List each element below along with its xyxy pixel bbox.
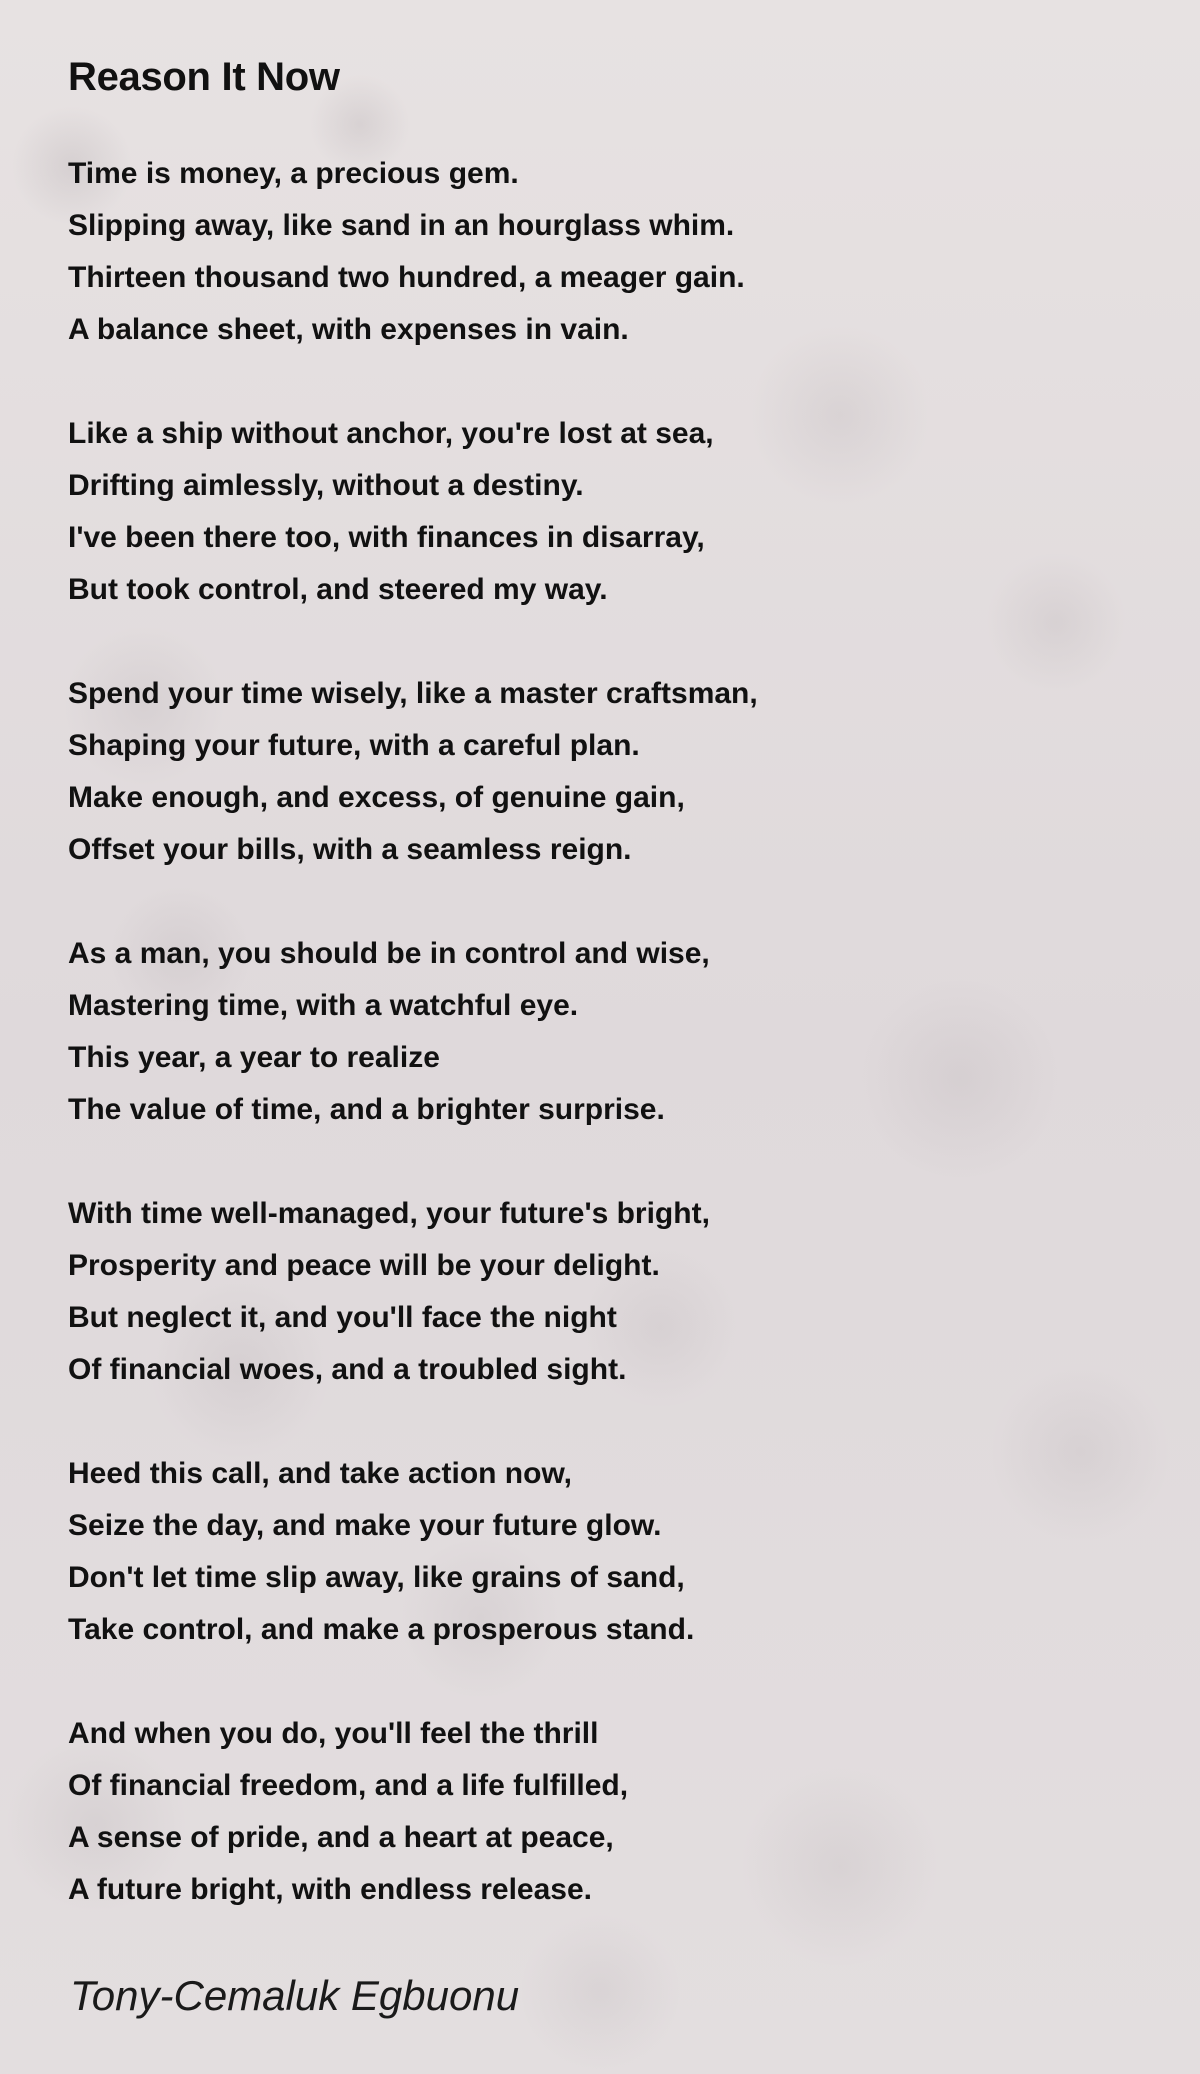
poem-line: But neglect it, and you'll face the night xyxy=(68,1301,617,1334)
poem-line: With time well-managed, your future's bright, xyxy=(68,1197,710,1230)
poem-author: Tony-Cemaluk Egbuonu xyxy=(70,1972,520,2019)
poem-line: A balance sheet, with expenses in vain. xyxy=(68,313,629,346)
poem-container xyxy=(68,52,1128,1968)
poem-line: Make enough, and excess, of genuine gain, xyxy=(68,781,685,814)
stanza xyxy=(68,668,1128,876)
stanza xyxy=(68,408,1128,616)
poem-line: Take control, and make a prosperous stand. xyxy=(68,1613,695,1646)
poem-line: A sense of pride, and a heart at peace, xyxy=(68,1821,614,1854)
stanza xyxy=(68,928,1128,1136)
poem-line: Seize the day, and make your future glow. xyxy=(68,1509,662,1542)
poem-line: Mastering time, with a watchful eye. xyxy=(68,989,579,1022)
poem-line: Like a ship without anchor, you're lost at sea, xyxy=(68,417,714,450)
poem-line: I've been there too, with finances in disarray, xyxy=(68,521,705,554)
stanza xyxy=(68,1188,1128,1396)
poem-line: Drifting aimlessly, without a destiny. xyxy=(68,469,584,502)
poem-line: Prosperity and peace will be your delight. xyxy=(68,1249,660,1282)
poem-line: Offset your bills, with a seamless reign. xyxy=(68,833,632,866)
poem-line: Of financial freedom, and a life fulfilled, xyxy=(68,1769,629,1802)
poem-line: Shaping your future, with a careful plan. xyxy=(68,729,640,762)
poem-line: Thirteen thousand two hundred, a meager gain. xyxy=(68,261,745,294)
poem-title: Reason It Now xyxy=(68,55,340,99)
poem-line: Time is money, a precious gem. xyxy=(68,157,519,190)
poem-line: But took control, and steered my way. xyxy=(68,573,608,606)
poem-line: As a man, you should be in control and wise, xyxy=(68,937,710,970)
poem-line: The value of time, and a brighter surprise. xyxy=(68,1093,665,1126)
poem-line: Heed this call, and take action now, xyxy=(68,1457,573,1490)
poem-line: Spend your time wisely, like a master craftsman, xyxy=(68,677,758,710)
poem-line: And when you do, you'll feel the thrill xyxy=(68,1717,599,1750)
poem-line: Don't let time slip away, like grains of sand, xyxy=(68,1561,685,1594)
poem-body xyxy=(68,148,1128,1916)
stanza xyxy=(68,148,1128,356)
stanza xyxy=(68,1708,1128,1916)
poem-line: Of financial woes, and a troubled sight. xyxy=(68,1353,627,1386)
poem-line: This year, a year to realize xyxy=(68,1041,440,1074)
poem-line: Slipping away, like sand in an hourglass whim. xyxy=(68,209,735,242)
stanza xyxy=(68,1448,1128,1656)
poem-line: A future bright, with endless release. xyxy=(68,1873,593,1906)
